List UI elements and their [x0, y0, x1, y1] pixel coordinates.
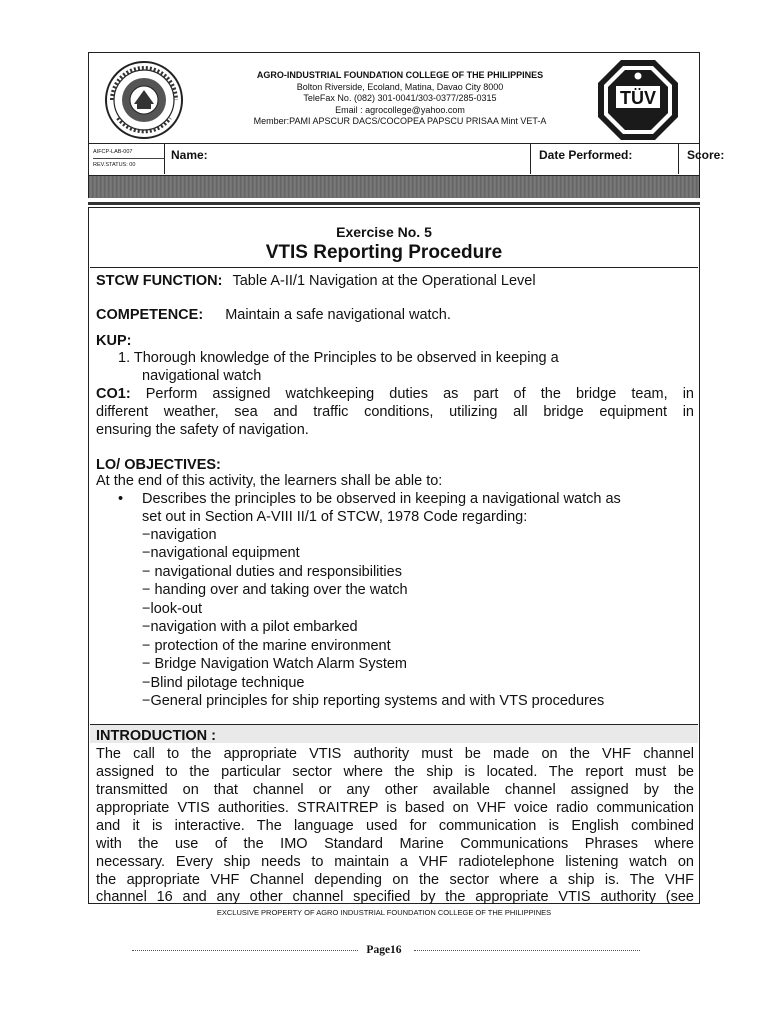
- objective-item: − protection of the marine environment: [142, 638, 391, 654]
- co1-text-line-1: Perform assigned watchkeeping duties as part of the bridge team, in: [145, 386, 694, 402]
- stcw-label: STCW FUNCTION:: [96, 273, 223, 289]
- introduction-line: with the use of the IMO Standard Marine Communications Phrases where: [96, 836, 694, 852]
- objectives-label: LO/ OBJECTIVES:: [96, 457, 221, 473]
- co1-line-3: ensuring the safety of navigation.: [96, 422, 309, 438]
- introduction-line: appropriate VTIS authorities. STRAITREP is based on VHF voice radio communication: [96, 800, 694, 816]
- date-performed-field[interactable]: [531, 144, 679, 174]
- objective-item: −Blind pilotage technique: [142, 675, 305, 691]
- divider-line: [88, 202, 700, 205]
- college-email: Email : agrocollege@yahoo.com: [335, 104, 465, 115]
- objective-item: −navigation with a pilot embarked: [142, 619, 358, 635]
- introduction-line: necessary. Every ship needs to maintain a VHF radiotelephone listening watch on: [96, 854, 694, 870]
- college-telefax: TeleFax No. (082) 301-0041/303-0377/285-0315: [303, 93, 497, 103]
- kup-label: KUP:: [96, 333, 132, 349]
- gray-divider-band: [88, 176, 700, 198]
- co1-line-2: different weather, sea and traffic conditions, utilizing all bridge equipment in: [96, 404, 694, 420]
- college-address: Bolton Riverside, Ecoland, Matina, Davao City 8000: [296, 81, 504, 92]
- objective-item: − navigational duties and responsibilities: [142, 564, 402, 580]
- introduction-line: assigned to the particular sector where the ship is located. The report must be: [96, 764, 694, 780]
- college-memberships: Member:PAMI APSCUR DACS/COCOPEA PAPSCU PRISAA Mint VET-A: [253, 116, 547, 126]
- page-number: Page16: [366, 944, 402, 956]
- objective-item: −General principles for ship reporting systems and with VTS procedures: [142, 693, 605, 709]
- bullet-icon: •: [118, 491, 124, 507]
- introduction-line: the appropriate VHF Channel depending on the sector where a ship is. The VHF: [96, 872, 694, 888]
- form-info-row: [88, 144, 725, 176]
- score-label: Score:: [687, 148, 725, 162]
- objective-bullet-line-2: set out in Section A-VIII II/1 of STCW, 1978 Code regarding:: [142, 509, 528, 525]
- footer-dotted-line-right: [414, 950, 640, 951]
- document-code-cell: [89, 144, 165, 174]
- ownership-footer: EXCLUSIVE PROPERTY OF AGRO INDUSTRIAL FOUNDATION COLLEGE OF THE PHILIPPINES: [216, 908, 552, 917]
- introduction-line: The call to the appropriate VTIS authority must be made on the VHF channel: [96, 746, 694, 762]
- tuv-certification-logo: [596, 58, 680, 142]
- objective-item: − Bridge Navigation Watch Alarm System: [142, 656, 408, 672]
- objectives-intro: At the end of this activity, the learners shall be able to:: [96, 473, 443, 489]
- name-label: Name:: [171, 148, 208, 162]
- competence-value: Maintain a safe navigational watch.: [225, 307, 451, 323]
- college-name: AGRO-INDUSTRIAL FOUNDATION COLLEGE OF THE PHILIPPINES: [256, 70, 544, 80]
- objective-item: −look-out: [142, 601, 203, 617]
- stcw-value: Table A-II/1 Navigation at the Operational Level: [232, 273, 536, 289]
- score-field[interactable]: [679, 144, 725, 174]
- date-performed-label: Date Performed:: [539, 148, 633, 162]
- introduction-line: channel 16 and any other channel specified by the appropriate VTIS authority (see: [96, 889, 694, 905]
- stcw-function: [96, 272, 536, 290]
- competence: [96, 306, 451, 324]
- competence-label: COMPETENCE:: [96, 307, 204, 323]
- objective-item: −navigational equipment: [142, 545, 300, 561]
- exercise-title: VTIS Reporting Procedure: [265, 242, 503, 263]
- kup-item-1-line-2: navigational watch: [142, 368, 262, 384]
- objective-item: −navigation: [142, 527, 217, 543]
- objective-item: − handing over and taking over the watch: [142, 582, 408, 598]
- introduction-label: INTRODUCTION :: [96, 728, 217, 744]
- co1-line-1: [96, 385, 694, 403]
- revision-status: REV.STATUS: 00: [93, 162, 136, 168]
- svg-text:TÜV: TÜV: [620, 88, 656, 108]
- introduction-line: transmitted on that channel or any other available channel assigned by the: [96, 782, 694, 798]
- college-info: [200, 70, 600, 128]
- introduction-line: and it is interactive. The language used for communication is English combined: [96, 818, 694, 834]
- title-divider: [90, 267, 698, 268]
- college-seal-logo: [104, 60, 184, 140]
- document-code: AIFCP-LAB-007: [93, 148, 164, 159]
- objective-bullet-line-1: Describes the principles to be observed in keeping a navigational watch as: [142, 491, 621, 507]
- name-field[interactable]: [165, 144, 531, 174]
- exercise-number: Exercise No. 5: [336, 224, 432, 240]
- kup-item-1-line-1: 1. Thorough knowledge of the Principles to be observed in keeping a: [118, 350, 559, 366]
- co1-label: CO1:: [96, 386, 131, 402]
